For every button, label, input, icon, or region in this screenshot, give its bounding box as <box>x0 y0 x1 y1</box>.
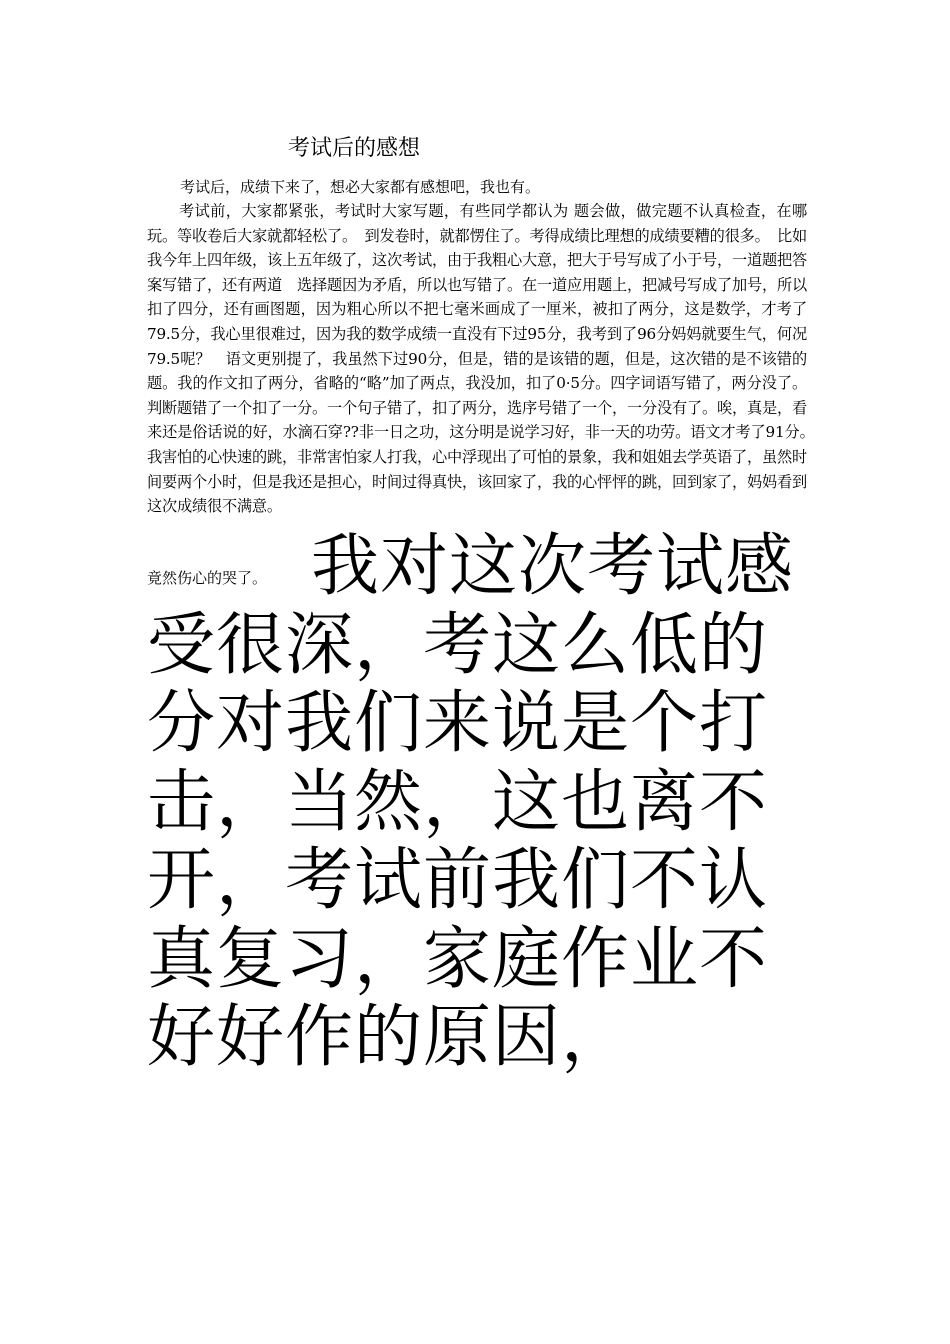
closing-paragraph <box>147 528 812 1078</box>
intro-paragraph: 考试后，成绩下来了，想必大家都有感想吧，我也有。 <box>180 178 541 196</box>
body-paragraph: 考试前，大家都紧张，考试时大家写题，有些同学都认为 题会做，做完题不认真检查，在哪玩。等收卷后大家就都轻松了。 到发卷时，就都愣住了。考得成绩比理想的成绩要糟的很多。 比如我今年上四年级，该上五年级了，这次考试，由于我粗心大意，把大于号写成了小于号，一道题把答案写错了，还有两道 选择题因为矛盾，所以也写错了。在一道应用题上，把减号写成了加号，所以扣了四分，还有画图题，因为粗心所以不把七毫米画成了一厘米，被扣了两分，这是数学，才考了79.5分，我心里很难过，因为我的数学成绩一直没有下过95分，我考到了96分妈妈就要生气，何况79.5呢？ 语文更别提了，我虽然下过90分，但是，错的是该错的题，但是，这次错的是不该错的题。我的作文扣了两分，省略的“略”加了两点，我没加，扣了0·5分。四字词语写错了，两分没了。判断题错了一个扣了一分。一个句子错了，扣了两分，选序号错了一个，一分没有了。唉，真是，看来还是俗话说的好，水滴石穿??非一日之功，这分明是说学习好，非一天的功劳。语文才考了91分。 我害怕的心快速的跳，非常害怕家人打我，心中浮现出了可怕的景象，我和姐姐去学英语了，虽然时间要两个小时，但是我还是担心，时间过得真快，该回家了，我的心怦怦的跳，回到家了，妈妈看到这次成绩很不满意。 <box>147 202 822 516</box>
document-title: 考试后的感想 <box>288 136 421 161</box>
closing-lead-text: 竟然伤心的哭了。 <box>147 569 268 587</box>
closing-large-text: 我对这次考试感受很深，考这么低的分对我们来说是个打击，当然，这也离不开，考试前我们不认真复习，家庭作业不好好作的原因， <box>147 527 795 1077</box>
